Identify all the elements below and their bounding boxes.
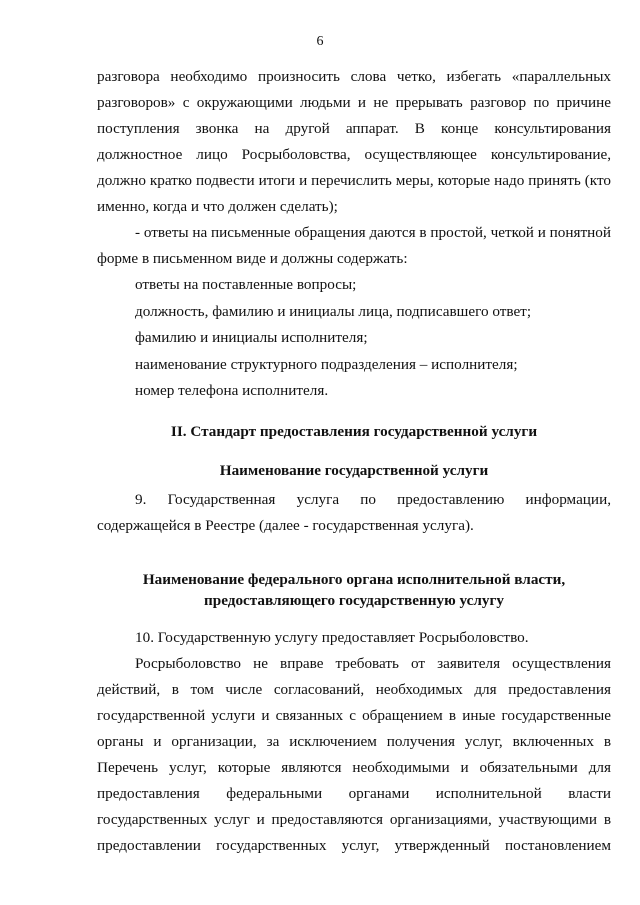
page-content — [97, 64, 611, 859]
subheading-federal-body-line2: предоставляющего государственную услугу — [204, 591, 504, 609]
list-item: наименование структурного подразделения – исполнителя; — [135, 355, 518, 373]
paragraph-item-10: 10. Государственную услугу предоставляет Росрыболовство. — [135, 628, 529, 646]
section-heading: II. Стандарт предоставления государственной услуги — [170, 422, 538, 440]
paragraph-item-9: 9. Государственная услуга по предоставлению информации, содержащейся в Реестре (далее - государственная услуга). — [97, 490, 611, 534]
list-item: номер телефона исполнителя. — [135, 382, 329, 399]
list-item: должность, фамилию и инициалы лица, подписавшего ответ; — [135, 302, 532, 320]
paragraph-written-answers: - ответы на письменные обращения даются в простой, четкой и понятной форме в письменном виде и должны содержать: — [97, 224, 611, 267]
answer-contents-list — [97, 272, 611, 405]
paragraph-restrictions: Росрыболовство не вправе требовать от заявителя осуществления действий, в том числе согласований, необходимых для предоставления государственной услуги и связанных с обращением в иные государственные органы и организации, за исключением получения услуг, включенных в Перечень услуг, которые являются необходимыми и обязательными для предоставления федеральными органами исполнительной власти государственных услуг и предоставляются организациями, участвующими в предоставлении государственных услуг, утвержденный постановлением — [97, 654, 611, 854]
subheading-federal-body-line1: Наименование федерального органа исполнительной власти, — [142, 570, 566, 588]
list-item: ответы на поставленные вопросы; — [135, 276, 357, 293]
list-item: фамилию и инициалы исполнителя; — [135, 329, 368, 346]
page-number: 6 — [316, 34, 324, 49]
paragraph-conversation-rules: разговора необходимо произносить слова четко, избегать «параллельных разговоров» с окружающими людьми и не прерывать разговор по причине поступления звонка на другой аппарат. В конце консультирования должностное лицо Росрыболовства, осуществляющее консультирование, должно кратко подвести итоги и перечислить меры, которые надо принять (кто именно, когда и что должен сделать); — [97, 68, 611, 215]
subheading-service-name: Наименование государственной услуги — [219, 461, 489, 479]
subheading-federal-body — [97, 569, 611, 611]
